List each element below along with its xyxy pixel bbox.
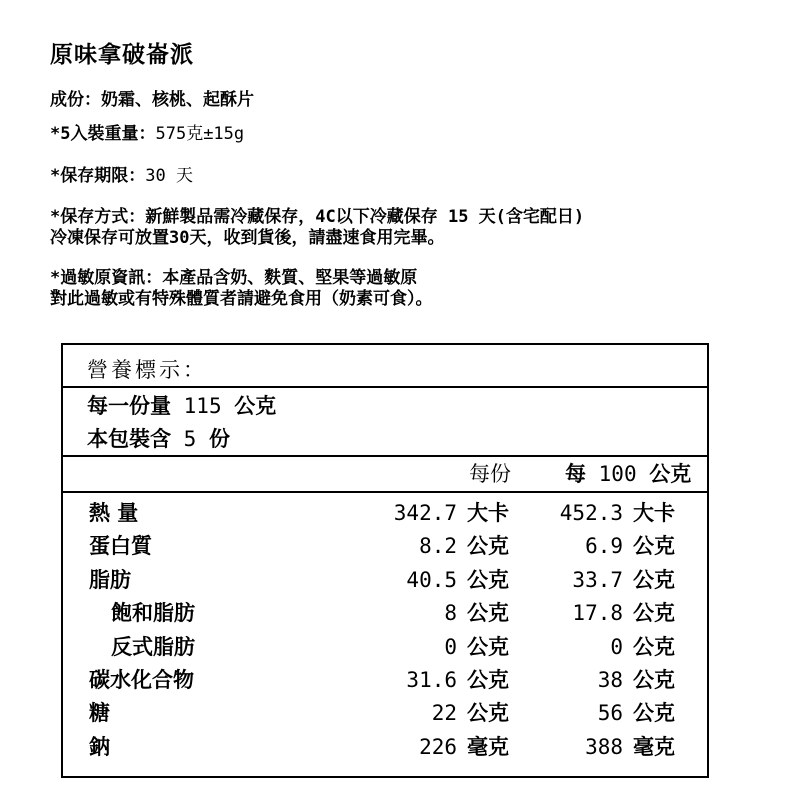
storage-line-2 [50, 228, 444, 248]
weight-line [50, 124, 244, 144]
per-100g-unit: 公克 [633, 701, 675, 726]
nutrient-row [63, 564, 707, 597]
per-100g-unit: 公克 [633, 567, 675, 592]
nutrition-panel [61, 343, 709, 778]
nutrient-row [63, 631, 707, 664]
per-serving-value: 8.2 [419, 534, 457, 559]
allergen-line-2 [50, 289, 433, 309]
nutrient-name: 熱 量 [89, 501, 139, 525]
per-serving-value: 226 [419, 734, 457, 759]
per-100g-header: 每 100 公克 [565, 462, 692, 486]
serving-size-unit: 公克 [234, 394, 277, 418]
storage-label: *保存方式： [50, 207, 146, 227]
per-serving-unit: 毫克 [467, 734, 509, 759]
storage-note: 冷凍保存可放置30天，收到貨後，請盡速食用完畢。 [50, 228, 445, 248]
nutrient-name: 碳水化合物 [89, 668, 194, 692]
divider [63, 386, 707, 388]
per-serving-unit: 公克 [467, 701, 509, 726]
per-serving-value: 31.6 [406, 668, 457, 692]
per-100g-unit: 毫克 [633, 734, 675, 759]
nutrient-name: 糖 [89, 701, 110, 726]
per-serving-unit: 公克 [467, 534, 509, 559]
shelf-life-label: *保存期限： [50, 166, 146, 186]
nutrient-row [63, 497, 707, 530]
nutrient-name: 反式脂肪 [111, 634, 195, 659]
nutrient-name: 脂肪 [89, 567, 131, 592]
nutrient-row [63, 597, 707, 630]
allergen-label: *過敏原資訊： [50, 268, 163, 288]
ingredients-line [50, 90, 254, 110]
per-serving-value: 8 [444, 601, 457, 626]
servings-per-pack-value: 5 [183, 427, 197, 451]
weight-value: 575克±15g [155, 124, 245, 144]
column-header-row [63, 458, 707, 491]
per-100g-value: 56 [597, 701, 623, 726]
per-serving-value: 342.7 [393, 501, 457, 525]
per-100g-unit: 大卡 [633, 501, 675, 525]
per-100g-unit: 公克 [633, 601, 675, 626]
allergen-line-1 [50, 268, 417, 288]
per-100g-value: 38 [597, 668, 623, 692]
per-100g-unit: 公克 [633, 534, 675, 559]
per-100g-unit: 公克 [633, 634, 675, 659]
per-100g-value: 6.9 [585, 534, 623, 559]
shelf-life-line [50, 166, 193, 186]
per-serving-unit: 公克 [467, 634, 509, 659]
serving-size-label: 每一份量 [87, 394, 171, 418]
per-100g-value: 17.8 [572, 601, 623, 626]
serving-size-value: 115 [183, 394, 222, 418]
shelf-life-value: 30 天 [145, 166, 193, 186]
allergen-value: 本產品含奶、麩質、堅果等過敏原 [162, 268, 418, 288]
per-100g-value: 452.3 [559, 501, 623, 525]
nutrient-row [63, 731, 707, 764]
nutrition-heading: 營養標示： [87, 358, 207, 382]
divider [63, 491, 707, 493]
servings-per-pack-label: 本包裝含 [87, 427, 171, 451]
serving-size-line [87, 393, 276, 419]
nutrient-row [63, 664, 707, 697]
per-serving-header: 每份 [469, 462, 511, 486]
per-serving-unit: 公克 [467, 601, 509, 626]
nutrient-name: 飽和脂肪 [111, 601, 195, 626]
per-100g-value: 33.7 [572, 567, 623, 592]
per-serving-unit: 大卡 [467, 501, 509, 525]
storage-value: 新鮮製品需冷藏保存，4C以下冷藏保存 15 天(含宅配日) [145, 207, 585, 227]
nutrient-row [63, 530, 707, 563]
per-100g-value: 0 [610, 634, 623, 659]
per-serving-value: 40.5 [406, 567, 457, 592]
ingredients-label: 成份： [50, 90, 101, 110]
allergen-note: 對此過敏或有特殊體質者請避免食用（奶素可食）。 [50, 289, 433, 309]
per-100g-unit: 公克 [633, 668, 675, 692]
product-title: 原味拿破崙派 [50, 42, 194, 68]
servings-per-pack-unit: 份 [208, 427, 230, 451]
ingredients-value: 奶霜、核桃、起酥片 [101, 90, 254, 110]
storage-line-1 [50, 207, 584, 227]
weight-label: *5入裝重量： [50, 124, 156, 144]
nutrient-name: 鈉 [89, 734, 110, 759]
nutrient-row [63, 697, 707, 730]
per-serving-unit: 公克 [467, 668, 509, 692]
nutrient-name: 蛋白質 [89, 534, 152, 559]
per-serving-value: 22 [431, 701, 457, 726]
servings-per-pack-line [87, 426, 230, 452]
per-serving-unit: 公克 [467, 567, 509, 592]
per-serving-value: 0 [444, 634, 457, 659]
per-100g-value: 388 [585, 734, 623, 759]
divider [63, 455, 707, 457]
